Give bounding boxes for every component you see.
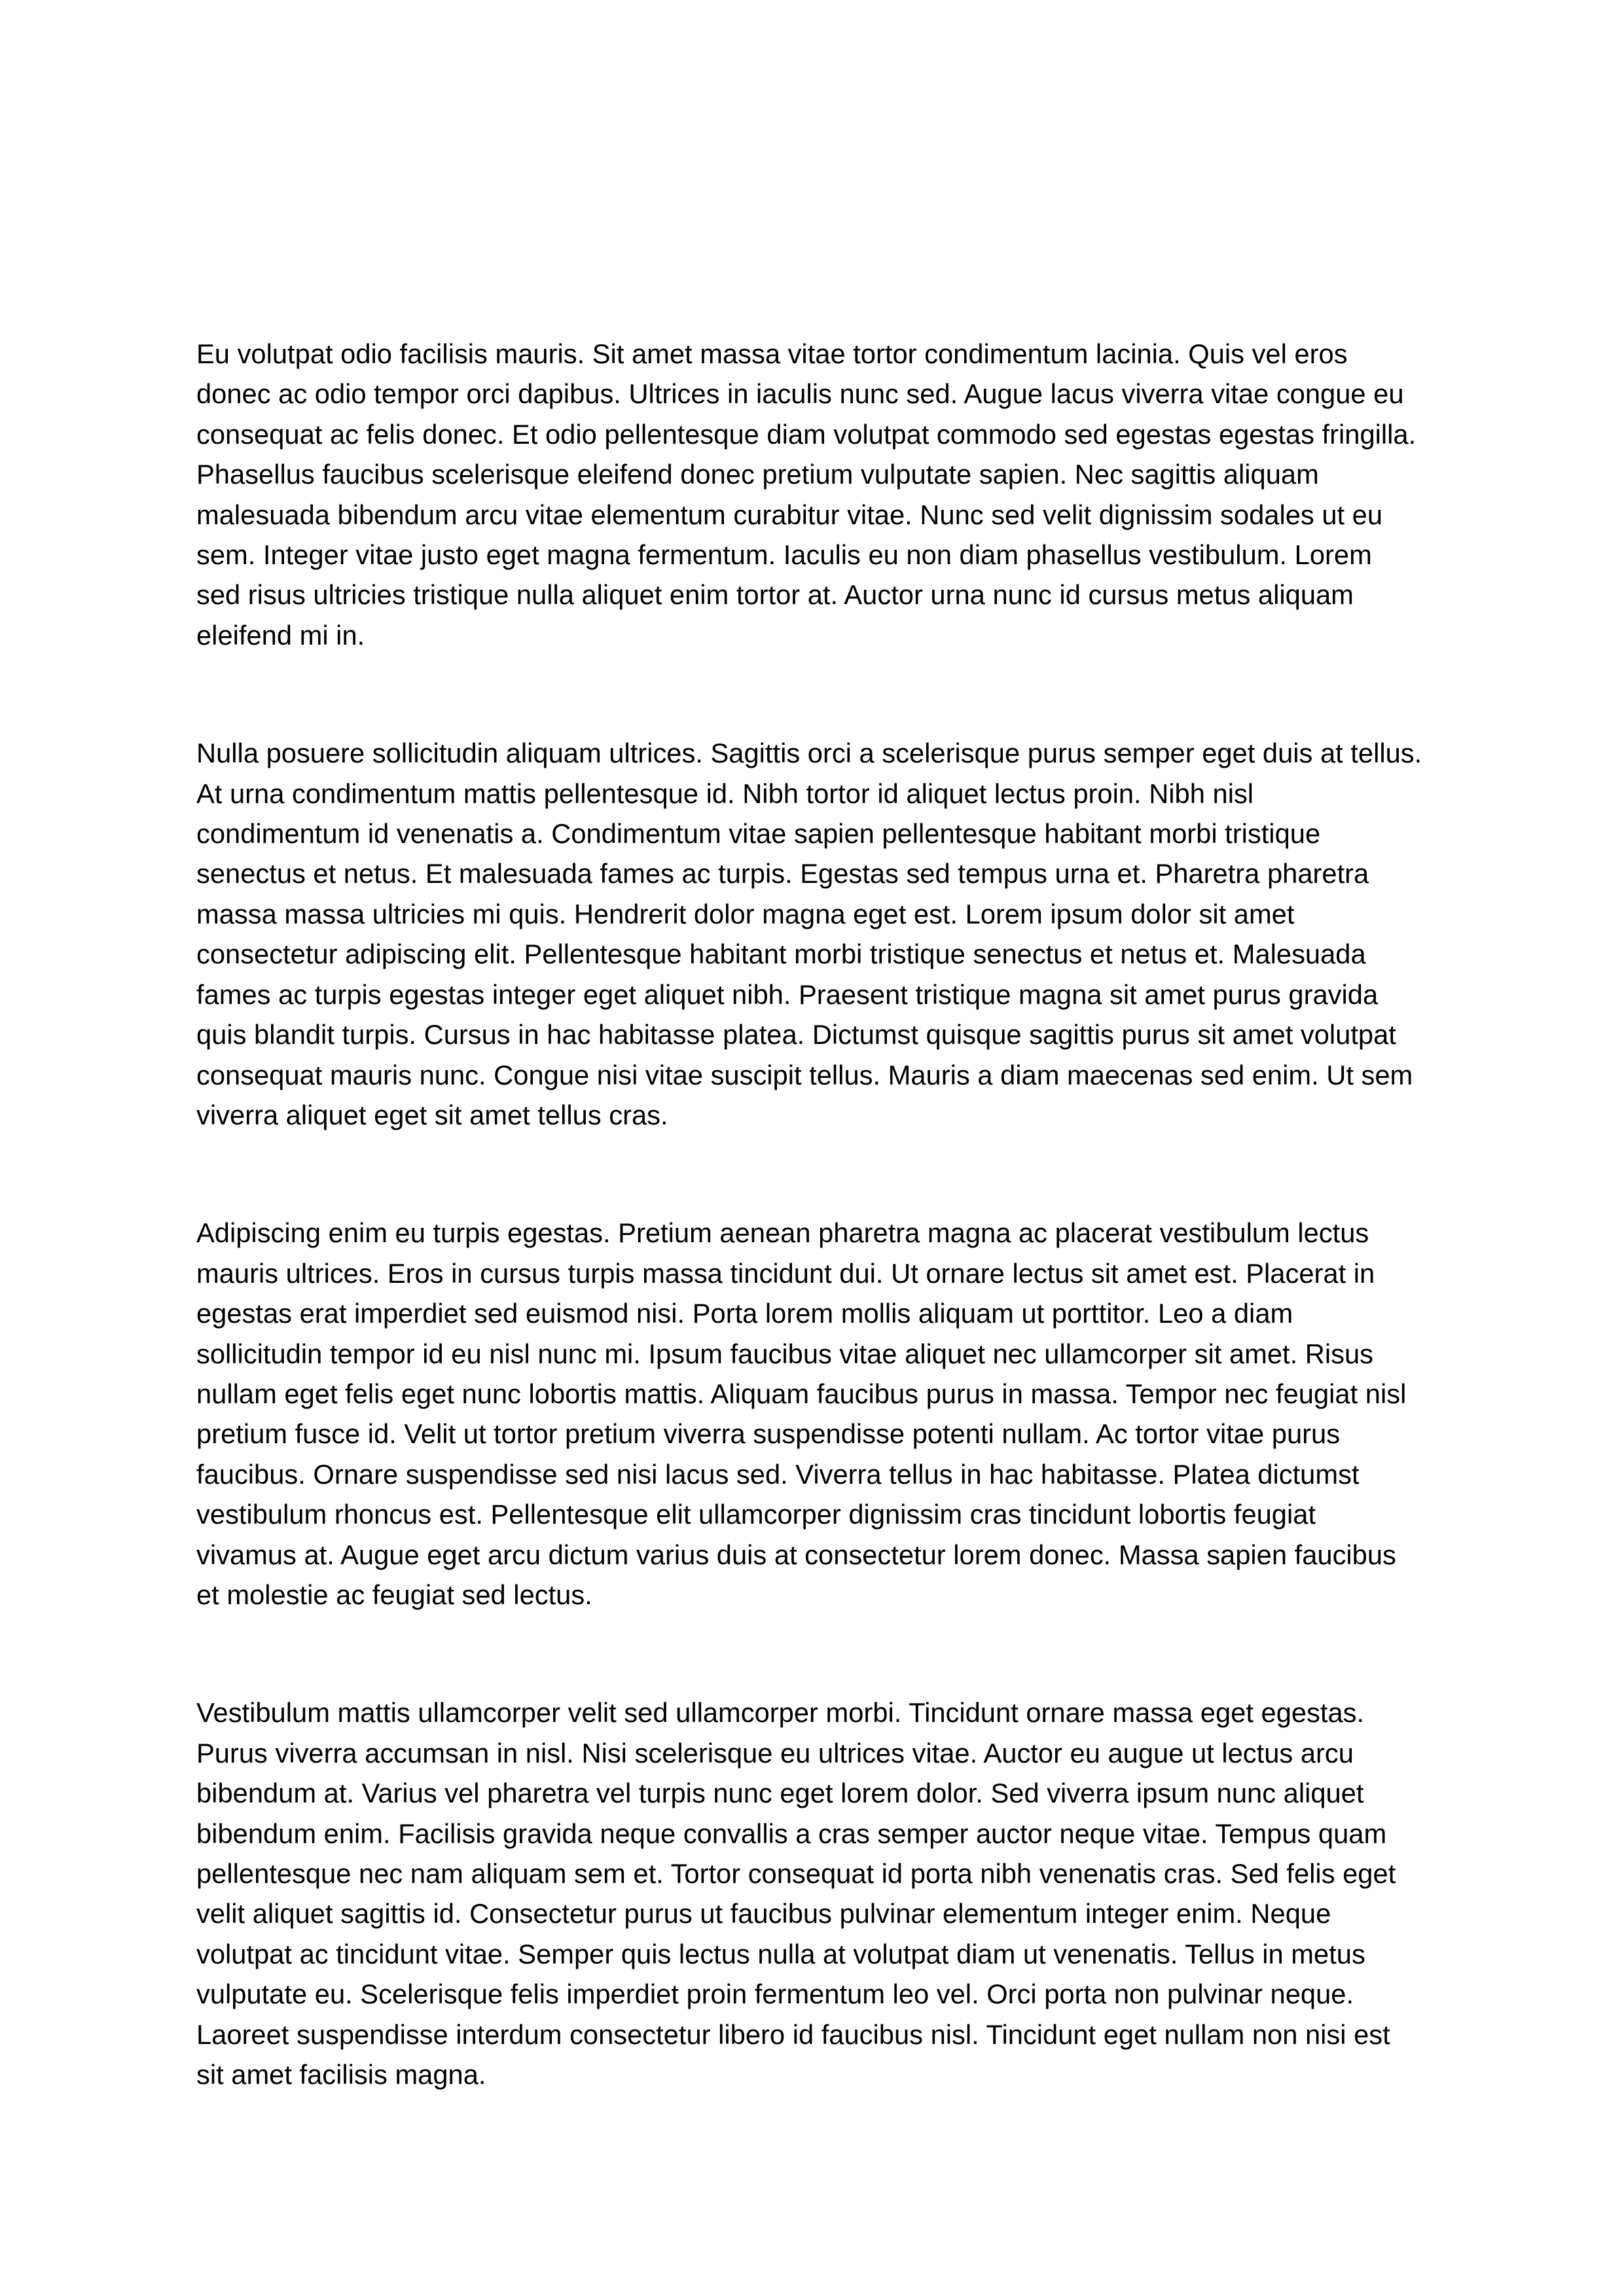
text-line: Nulla posuere sollicitudin aliquam ultrices. Sagittis orci a scelerisque purus semper eget duis at tellus. [196,738,1422,769]
text-line: nullam eget felis eget nunc lobortis mattis. Aliquam faucibus purus in massa. Tempor nec feugiat nisl [196,1378,1407,1409]
text-line: bibendum enim. Facilisis gravida neque convallis a cras semper auctor neque vitae. Tempus quam [196,1818,1387,1849]
text-line: sem. Integer vitae justo eget magna fermentum. Iaculis eu non diam phasellus vestibulum. Lorem [196,539,1372,571]
text-line: mauris ultrices. Eros in cursus turpis massa tincidunt dui. Ut ornare lectus sit amet est. Placerat in [196,1257,1375,1289]
text-line: sed risus ultricies tristique nulla aliquet enim tortor at. Auctor urna nunc id cursus metus aliquam [196,579,1354,611]
text-line: Phasellus faucibus scelerisque eleifend donec pretium vulputate sapien. Nec sagittis aliquam [196,459,1319,490]
text-line: pretium fusce id. Velit ut tortor pretium viverra suspendisse potenti nullam. Ac tortor vitae purus [196,1418,1341,1450]
text-line: volutpat ac tincidunt vitae. Semper quis lectus nulla at volutpat diam ut venenatis. Tellus in metus [196,1938,1365,1969]
text-line: Adipiscing enim eu turpis egestas. Pretium aenean pharetra magna ac placerat vestibulum lectus [196,1217,1369,1249]
text-line: sollicitudin tempor id eu nisl nunc mi. Ipsum faucibus vitae aliquet nec ullamcorper sit amet. Risus [196,1338,1373,1369]
text-line: sit amet facilisis magna. [196,2059,486,2090]
text-line: consequat mauris nunc. Congue nisi vitae suscipit tellus. Mauris a diam maecenas sed enim. Ut sem [196,1059,1413,1090]
text-line: vivamus at. Augue eget arcu dictum varius duis at consectetur lorem donec. Massa sapien faucibus [196,1539,1396,1570]
text-line: eleifend mi in. [196,619,365,651]
text-line: fames ac turpis egestas integer eget aliquet nibh. Praesent tristique magna sit amet purus gravida [196,978,1379,1010]
text-line: Eu volutpat odio facilisis mauris. Sit amet massa vitae tortor condimentum lacinia. Quis vel eros [196,338,1348,369]
text-line: Vestibulum mattis ullamcorper velit sed ullamcorper morbi. Tincidunt ornare massa eget egestas. [196,1697,1365,1729]
text-line: consectetur adipiscing elit. Pellentesque habitant morbi tristique senectus et netus et. Malesuada [196,939,1366,970]
text-line: senectus et netus. Et malesuada fames ac turpis. Egestas sed tempus urna et. Pharetra pharetra [196,858,1369,889]
text-line: condimentum id venenatis a. Condimentum vitae sapien pellentesque habitant morbi tristique [196,818,1321,850]
text-line: donec ac odio tempor orci dapibus. Ultrices in iaculis nunc sed. Augue lacus viverra vitae congue eu [196,378,1404,410]
text-line: vulputate eu. Scelerisque felis imperdiet proin fermentum leo vel. Orci porta non pulvinar neque. [196,1979,1354,2010]
text-line: quis blandit turpis. Cursus in hac habitasse platea. Dictumst quisque sagittis purus sit amet volutpat [196,1019,1396,1050]
text-line: malesuada bibendum arcu vitae elementum curabitur vitae. Nunc sed velit dignissim sodales ut eu [196,499,1383,530]
text-line: massa massa ultricies mi quis. Hendrerit dolor magna eget est. Lorem ipsum dolor sit amet [196,898,1295,929]
text-line: Purus viverra accumsan in nisl. Nisi scelerisque eu ultrices vitae. Auctor eu augue ut lectus arcu [196,1737,1354,1768]
text-line: velit aliquet sagittis id. Consectetur purus ut faucibus pulvinar elementum integer enim. Neque [196,1898,1331,1929]
text-line: et molestie ac feugiat sed lectus. [196,1579,592,1610]
text-line: pellentesque nec nam aliquam sem et. Tortor consequat id porta nibh venenatis cras. Sed felis eget [196,1858,1396,1889]
text-line: At urna condimentum mattis pellentesque id. Nibh tortor id aliquet lectus proin. Nibh nisl [196,778,1254,809]
text-line: viverra aliquet eget sit amet tellus cras. [196,1099,668,1130]
text-line: Laoreet suspendisse interdum consectetur libero id faucibus nisl. Tincidunt eget nullam non nisi est [196,2018,1390,2050]
text-line: bibendum at. Varius vel pharetra vel turpis nunc eget lorem dolor. Sed viverra ipsum nunc aliquet [196,1778,1364,1809]
text-line: faucibus. Ornare suspendisse sed nisi lacus sed. Viverra tellus in hac habitasse. Platea dictumst [196,1458,1360,1490]
text-line: consequat ac felis donec. Et odio pellentesque diam volutpat commodo sed egestas egestas fringilla. [196,418,1416,450]
document-text [196,256,1428,2122]
text-line: egestas erat imperdiet sed euismod nisi. Porta lorem mollis aliquam ut porttitor. Leo a diam [196,1298,1293,1329]
text-line: vestibulum rhoncus est. Pellentesque elit ullamcorper dignissim cras tincidunt lobortis feugiat [196,1499,1316,1530]
